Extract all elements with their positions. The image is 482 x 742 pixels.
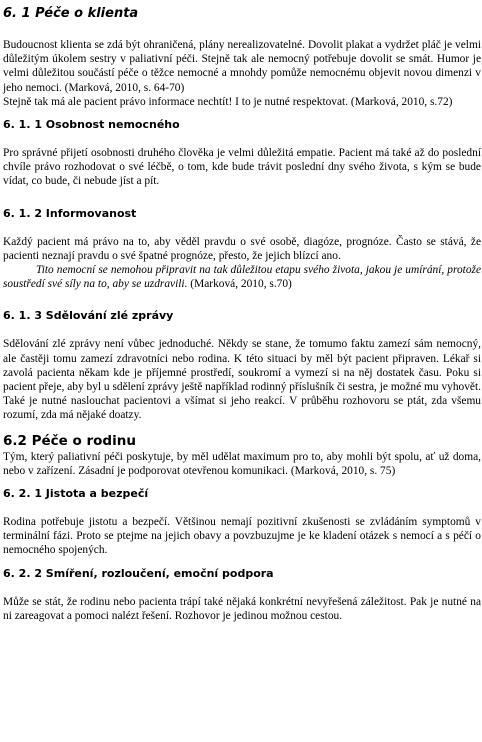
section-heading-6-2-1: 6. 2. 1 Jistota a bezpečí bbox=[3, 487, 149, 501]
paragraph: Může se stát, že rodinu nebo pacienta trápí také nějaká konkrétní nevyřešená záležitost. Pak je nutné na ni zareagovat a pomoci nalézt řešení. Rozhovor je jedinou možnou cestou. bbox=[3, 595, 481, 622]
paragraph: Rodina potřebuje jistotu a bezpečí. Většinou nemají pozitivní zkušenosti se zvládáním symptomů v terminální fázi. Proto se ptejme na jejich obavy a povzbuzujme je ke kladení otázek s nemocí a s péčí o nemocného spojených. bbox=[3, 516, 481, 557]
citation: (Marková, 2010, s.70) bbox=[187, 278, 292, 291]
paragraph: Každý pacient má právo na to, aby věděl pravdu o své osobě, diagóze, prognóze. Často se stává, že pacienti neznají pravdu o své špatné prognóze, přesto, že jejich blízcí ano. bbox=[3, 235, 481, 262]
paragraph: Pro správné přijetí osobnosti druhého člověka je velmi důležitá empatie. Pacient má také až do poslední chvíle právo rozhodovat o své léčbě, o tom, kde bude trávit poslední dny svého života, s kým se bude vídat, co bude, či nebude jíst a pít. bbox=[3, 147, 481, 188]
section-heading-6-1-2: 6. 1. 2 Informovanost bbox=[3, 206, 137, 220]
italic-quote: Tito nemocní se nemohou připravit na tak důležitou etapu svého života, jakou je umírání, protože soustředí své síly na to, aby se uzdravili. bbox=[3, 264, 481, 291]
paragraph: Stejně tak má ale pacient právo informace nechtít! I to je nutné respektovat. (Marková, 2010, s.72) bbox=[3, 95, 453, 108]
section-heading-6-2: 6.2 Péče o rodinu bbox=[3, 432, 136, 449]
paragraph bbox=[3, 263, 481, 291]
section-heading-6-2-2: 6. 2. 2 Smíření, rozloučení, emoční podpora bbox=[3, 566, 274, 580]
paragraph: Sdělování zlé zprávy není vůbec jednoduché. Někdy se stane, že tomumo faktu zamezí sám nemocný, ale častěji tomu zamezí zdravotníci nebo rodina. K této situaci by měl být pacient připraven. Lékař si zavolá pacienta někam kde je příjemné prostředí, soukromí a vymezí si na něj dostatek času. Poku si pacient přeje, aby byl u sdělení zprávy ještě například rodinný příslušník či sestra, je možné mu vyhovět. Také je nutné naslouchat pacientovi a všímat si jeho reakcí. V průběhu rozhovoru se ptát, zda všemu rozumí, zda má nějaké doatzy. bbox=[3, 338, 481, 422]
paragraph: Budoucnost klienta se zdá být ohraničená, plány nerealizovatelné. Dovolit plakat a vydržet pláč je velmi důležitým úkolem sestry v paliativní péči. Stejně tak ale nemocný potřebuje dovolit se smát. Humor je velmi důležitou součástí péče o těžce nemocné a mnohdy pomůže nemocnému objevit novou dimenzi v jeho nemoci. (Marková, 2010, s. 64-70) bbox=[3, 39, 481, 94]
section-heading-6-1: 6. 1 Péče o klienta bbox=[3, 6, 139, 21]
section-heading-6-1-3: 6. 1. 3 Sdělování zlé zprávy bbox=[3, 309, 174, 323]
paragraph: Tým, který paliativní péči poskytuje, by měl udělat maximum pro to, aby mohli být spolu, ať už doma, nebo v zařízení. Zásadní je podporovat otevřenou komunikaci. (Marková, 2010, s. 75) bbox=[3, 450, 481, 477]
section-heading-6-1-1: 6. 1. 1 Osobnost nemocného bbox=[3, 118, 180, 132]
